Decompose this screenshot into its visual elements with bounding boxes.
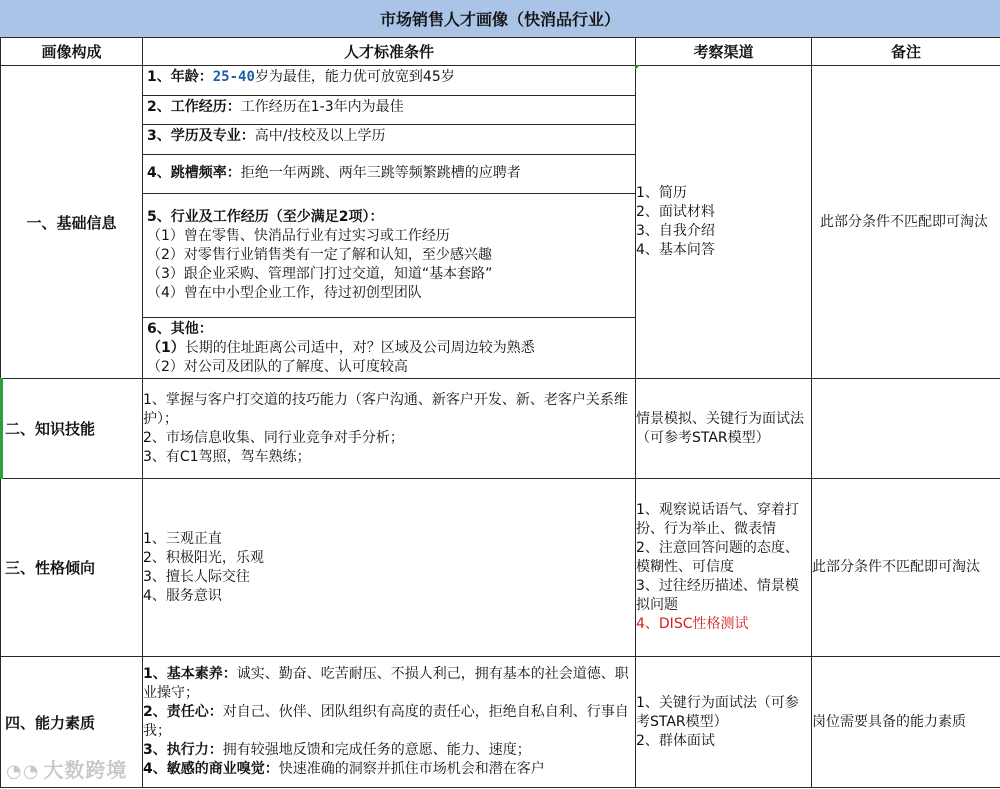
age-highlight: 25-40: [212, 69, 255, 85]
watermark: [6, 754, 127, 783]
criteria-job-hop[interactable]: [143, 155, 635, 194]
criteria-education[interactable]: [143, 125, 635, 155]
note-knowledge[interactable]: [812, 379, 1000, 479]
other-item: [147, 339, 631, 358]
channels-knowledge[interactable]: 情景模拟、关键行为面试法（可参考STAR模型）: [636, 379, 812, 479]
channel-item: 2、注意回答问题的态度、模糊性、可信度: [636, 540, 799, 575]
watermark-logo-icon: ◔◔: [6, 761, 40, 782]
ability-text: 对自己、伙伴、团队组织有高度的责任心，拒绝自私自利、行事自我；: [143, 704, 629, 739]
personality-item: 1、三观正直: [143, 530, 222, 547]
industry-item: （3）跟企业采购、管理部门打过交道，知道“基本套路”: [147, 266, 493, 282]
criteria-basic-info: [143, 66, 636, 379]
row-basic-info: [1, 66, 1000, 379]
criteria-knowledge[interactable]: [143, 379, 636, 479]
ability-label: 1、基本素养：: [143, 666, 237, 682]
header-criteria[interactable]: 人才标准条件: [143, 38, 636, 66]
knowledge-item: 2、市场信息收集、同行业竞争对手分析；: [143, 429, 404, 446]
row-personality: [1, 479, 1000, 657]
criteria-industry[interactable]: [143, 194, 635, 318]
channel-item: 2、面试材料: [636, 204, 715, 220]
ability-item: [143, 741, 635, 760]
age-text: 岁为最佳，能力优可放宽到45岁: [254, 69, 455, 85]
header-row: [1, 38, 1000, 66]
ability-label: 3、执行力：: [143, 742, 223, 758]
age-label: 1、年龄：: [147, 69, 213, 85]
knowledge-item: 1、掌握与客户打交道的技巧能力（客户沟通、新客户开发、新、老客户关系维护）；: [143, 391, 628, 427]
ability-label: 2、责任心：: [143, 704, 223, 720]
watermark-text: 大数跨境: [43, 758, 128, 782]
channels-ability[interactable]: [636, 657, 812, 788]
row-knowledge: [1, 379, 1000, 479]
work-label: 2、工作经历：: [147, 99, 241, 115]
work-text: 工作经历在1-3年内为最佳: [240, 99, 404, 115]
knowledge-item: 3、有C1驾照，驾车熟练；: [143, 448, 311, 465]
criteria-ability[interactable]: [143, 657, 636, 788]
channel-item: 1、关键行为面试法（可参考STAR模型）: [636, 694, 799, 730]
edu-text: 高中/技校及以上学历: [254, 128, 386, 144]
ability-item: [143, 703, 635, 741]
ability-item: [143, 760, 635, 779]
header-profile[interactable]: 画像构成: [1, 38, 143, 66]
selection-indicator: [0, 378, 3, 479]
category-knowledge[interactable]: 二、知识技能: [1, 379, 143, 479]
other-item1-label: （1）: [147, 340, 185, 356]
channel-item: 3、自我介绍: [636, 223, 715, 239]
note-personality[interactable]: 此部分条件不匹配即可淘汰: [812, 479, 1000, 657]
industry-item: （1）曾在零售、快消品行业有过实习或工作经历: [147, 228, 450, 244]
criteria-age[interactable]: [143, 66, 635, 96]
criteria-personality[interactable]: [143, 479, 636, 657]
ability-text: 拥有较强地反馈和完成任务的意愿、能力、速度；: [222, 742, 531, 758]
ability-text: 快速准确的洞察并抓住市场机会和潜在客户: [278, 761, 545, 777]
ability-item: [143, 665, 635, 703]
ability-label: 4、敏感的商业嗅觉：: [143, 761, 279, 777]
note-ability[interactable]: 岗位需要具备的能力素质: [812, 657, 1000, 788]
channel-item: 1、观察说话语气、穿着打扮、行为举止、微表情: [636, 502, 799, 537]
header-channels[interactable]: 考察渠道: [636, 38, 812, 66]
job-hop-label: 4、跳槽频率：: [147, 165, 241, 181]
channel-item: 4、基本问答: [636, 242, 715, 258]
job-hop-text: 拒绝一年两跳、两年三跳等频繁跳槽的应聘者: [240, 165, 521, 181]
note-basic-info[interactable]: 此部分条件不匹配即可淘汰: [812, 66, 1000, 379]
category-personality[interactable]: 三、性格倾向: [1, 479, 143, 657]
industry-item: （2）对零售行业销售类有一定了解和认知，至少感兴趣: [147, 247, 492, 263]
category-basic-info[interactable]: 一、基础信息: [1, 66, 143, 379]
criteria-work[interactable]: [143, 96, 635, 125]
other-item1-text: 长期的住址距离公司适中，对？区域及公司周边较为熟悉: [184, 340, 535, 356]
edu-label: 3、学历及专业：: [147, 128, 255, 144]
other-label: 6、其他：: [147, 321, 213, 337]
criteria-other[interactable]: [143, 318, 635, 378]
other-item: （2）对公司及团队的了解度、认可度较高: [147, 359, 408, 375]
channels-basic-info[interactable]: [636, 66, 812, 379]
sheet-title[interactable]: 市场销售人才画像（快消品行业）: [0, 0, 1000, 38]
row-ability: [1, 657, 1000, 788]
channels-personality[interactable]: [636, 479, 812, 657]
comment-marker: [635, 65, 640, 70]
talent-profile-table: [0, 37, 1000, 788]
ability-text: 诚实、勤奋、吃苦耐压、不损人利己，拥有基本的社会道德、职业操守；: [143, 666, 629, 701]
personality-item: 2、积极阳光，乐观: [143, 549, 264, 566]
channel-item: 2、群体面试: [636, 732, 715, 749]
channel-item-disc: 4、DISC性格测试: [636, 616, 749, 632]
channel-item: 3、过往经历描述、情景模拟问题: [636, 578, 799, 613]
channel-item: 1、简历: [636, 185, 687, 201]
personality-item: 3、擅长人际交往: [143, 568, 250, 585]
industry-label: 5、行业及工作经历（至少满足2项）：: [147, 209, 384, 225]
header-notes[interactable]: 备注: [812, 38, 1000, 66]
category-ability[interactable]: 四、能力素质: [1, 657, 143, 788]
personality-item: 4、服务意识: [143, 587, 222, 604]
industry-item: （4）曾在中小型企业工作，待过初创型团队: [147, 285, 422, 301]
